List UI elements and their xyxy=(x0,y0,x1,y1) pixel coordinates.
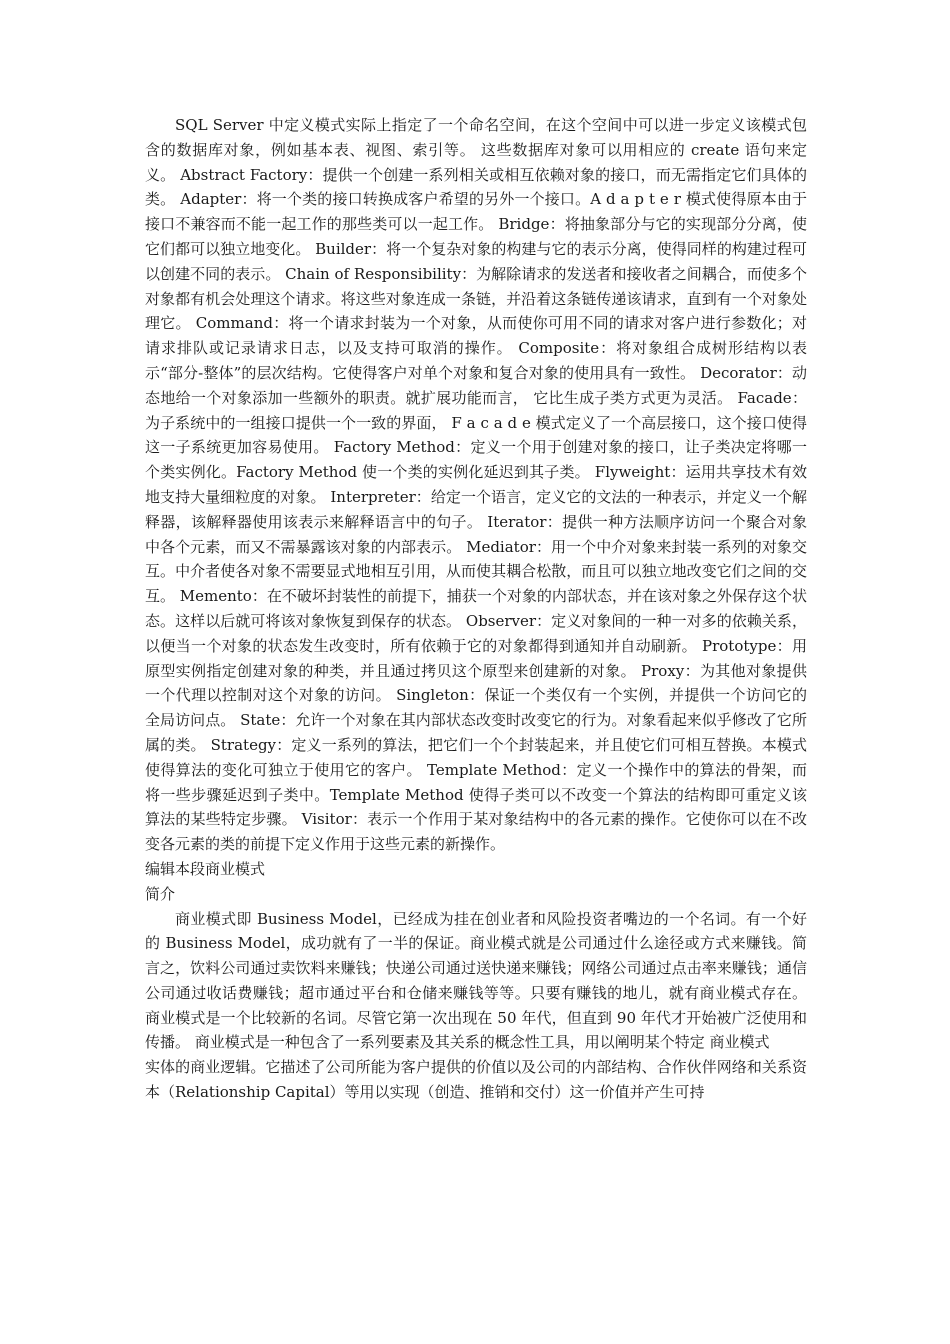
section-heading-intro: 简介 xyxy=(145,884,176,903)
document-page xyxy=(145,113,807,1105)
section-heading-edit: 编辑本段商业模式 xyxy=(145,859,266,878)
paragraph-business-logic: 实体的商业逻辑。它描述了公司所能为客户提供的价值以及公司的内部结构、合作伙伴网络和关系资本（Relationship Capital）等用以实现（创造、推销和交付）这一价值并产生可持 xyxy=(145,1058,807,1102)
paragraph-design-patterns: SQL Server 中定义模式实际上指定了一个命名空间，在这个空间中可以进一步定义该模式包含的数据库对象，例如基本表、视图、索引等。 这些数据库对象可以用相应的 create 语句来定义。 Abstract Factory：提供一个创建一系列相关或相互依赖对象的接口，而无需指定它们具体的类。 Adapter：将一个类的接口转换成客户希望的另外一个接口。A d a p t e r 模式使得原本由于接口不兼容而不能一起工作的那些类可以一起工作。 Bridge：将抽象部分与它的实现部分分离，使它们都可以独立地变化。 Builder：将一个复杂对象的构建与它的表示分离，使得同样的构建过程可以创建不同的表示。 Chain of Responsibility：为解除请求的发送者和接收者之间耦合，而使多个对象都有机会处理这个请求。将这些对象连成一条链，并沿着这条链传递该请求，直到有一个对象处理它。 Command：将一个请求封装为一个对象，从而使你可用不同的请求对客户进行参数化；对请求排队或记录请求日志，以及支持可取消的操作。 Composite：将对象组合成树形结构以表示“部分-整体”的层次结构。它使得客户对单个对象和复合对象的使用具有一致性。 Decorator：动态地给一个对象添加一些额外的职责。就扩展功能而言， 它比生成子类方式更为灵活。 Facade：为子系统中的一组接口提供一个一致的界面， F a c a d e 模式定义了一个高层接口，这个接口使得这一子系统更加容易使用。 Factory Method：定义一个用于创建对象的接口，让子类决定将哪一个类实例化。Factory Method 使一个类的实例化延迟到其子类。 Flyweight：运用共享技术有效地支持大量细粒度的对象。 Interpreter：给定一个语言，定义它的文法的一种表示，并定义一个解释器，该解释器使用该表示来解释语言中的句子。 Iterator：提供一种方法顺序访问一个聚合对象中各个元素，而又不需暴露该对象的内部表示。 Mediator：用一个中介对象来封装一系列的对象交互。中介者使各对象不需要显式地相互引用，从而使其耦合松散，而且可以独立地改变它们之间的交互。 Memento：在不破坏封装性的前提下，捕获一个对象的内部状态，并在该对象之外保存这个状态。这样以后就可将该对象恢复到保存的状态。 Observer：定义对象间的一种一对多的依赖关系，以便当一个对象的状态发生改变时，所有依赖于它的对象都得到通知并自动刷新。 Prototype：用原型实例指定创建对象的种类，并且通过拷贝这个原型来创建新的对象。 Proxy：为其他对象提供一个代理以控制对这个对象的访问。 Singleton：保证一个类仅有一个实例，并提供一个访问它的全局访问点。 State：允许一个对象在其内部状态改变时改变它的行为。对象看起来似乎修改了它所属的类。 Strategy：定义一系列的算法，把它们一个个封装起来，并且使它们可相互替换。本模式使得算法的变化可独立于使用它的客户。 Template Method：定义一个操作中的算法的骨架，而将一些步骤延迟到子类中。Template Method 使得子类可以不改变一个算法的结构即可重定义该算法的某些特定步骤。 Visitor：表示一个作用于某对象结构中的各元素的操作。它使你可以在不改变各元素的类的前提下定义作用于这些元素的新操作。 xyxy=(145,116,807,854)
paragraph-business-model: 商业模式即 Business Model，已经成为挂在创业者和风险投资者嘴边的一个名词。有一个好的 Business Model，成功就有了一半的保证。商业模式就是公司通过什么途径或方式来赚钱。简言之，饮料公司通过卖饮料来赚钱；快递公司通过送快递来赚钱；网络公司通过点击率来赚钱；通信公司通过收话费赚钱；超市通过平台和仓储来赚钱等等。只要有赚钱的地儿，就有商业模式存在。 商业模式是一个比较新的名词。尽管它第一次出现在 50 年代，但直到 90 年代才开始被广泛使用和传播。 商业模式是一种包含了一系列要素及其关系的概念性工具，用以阐明某个特定 商业模式 xyxy=(145,909,807,1052)
